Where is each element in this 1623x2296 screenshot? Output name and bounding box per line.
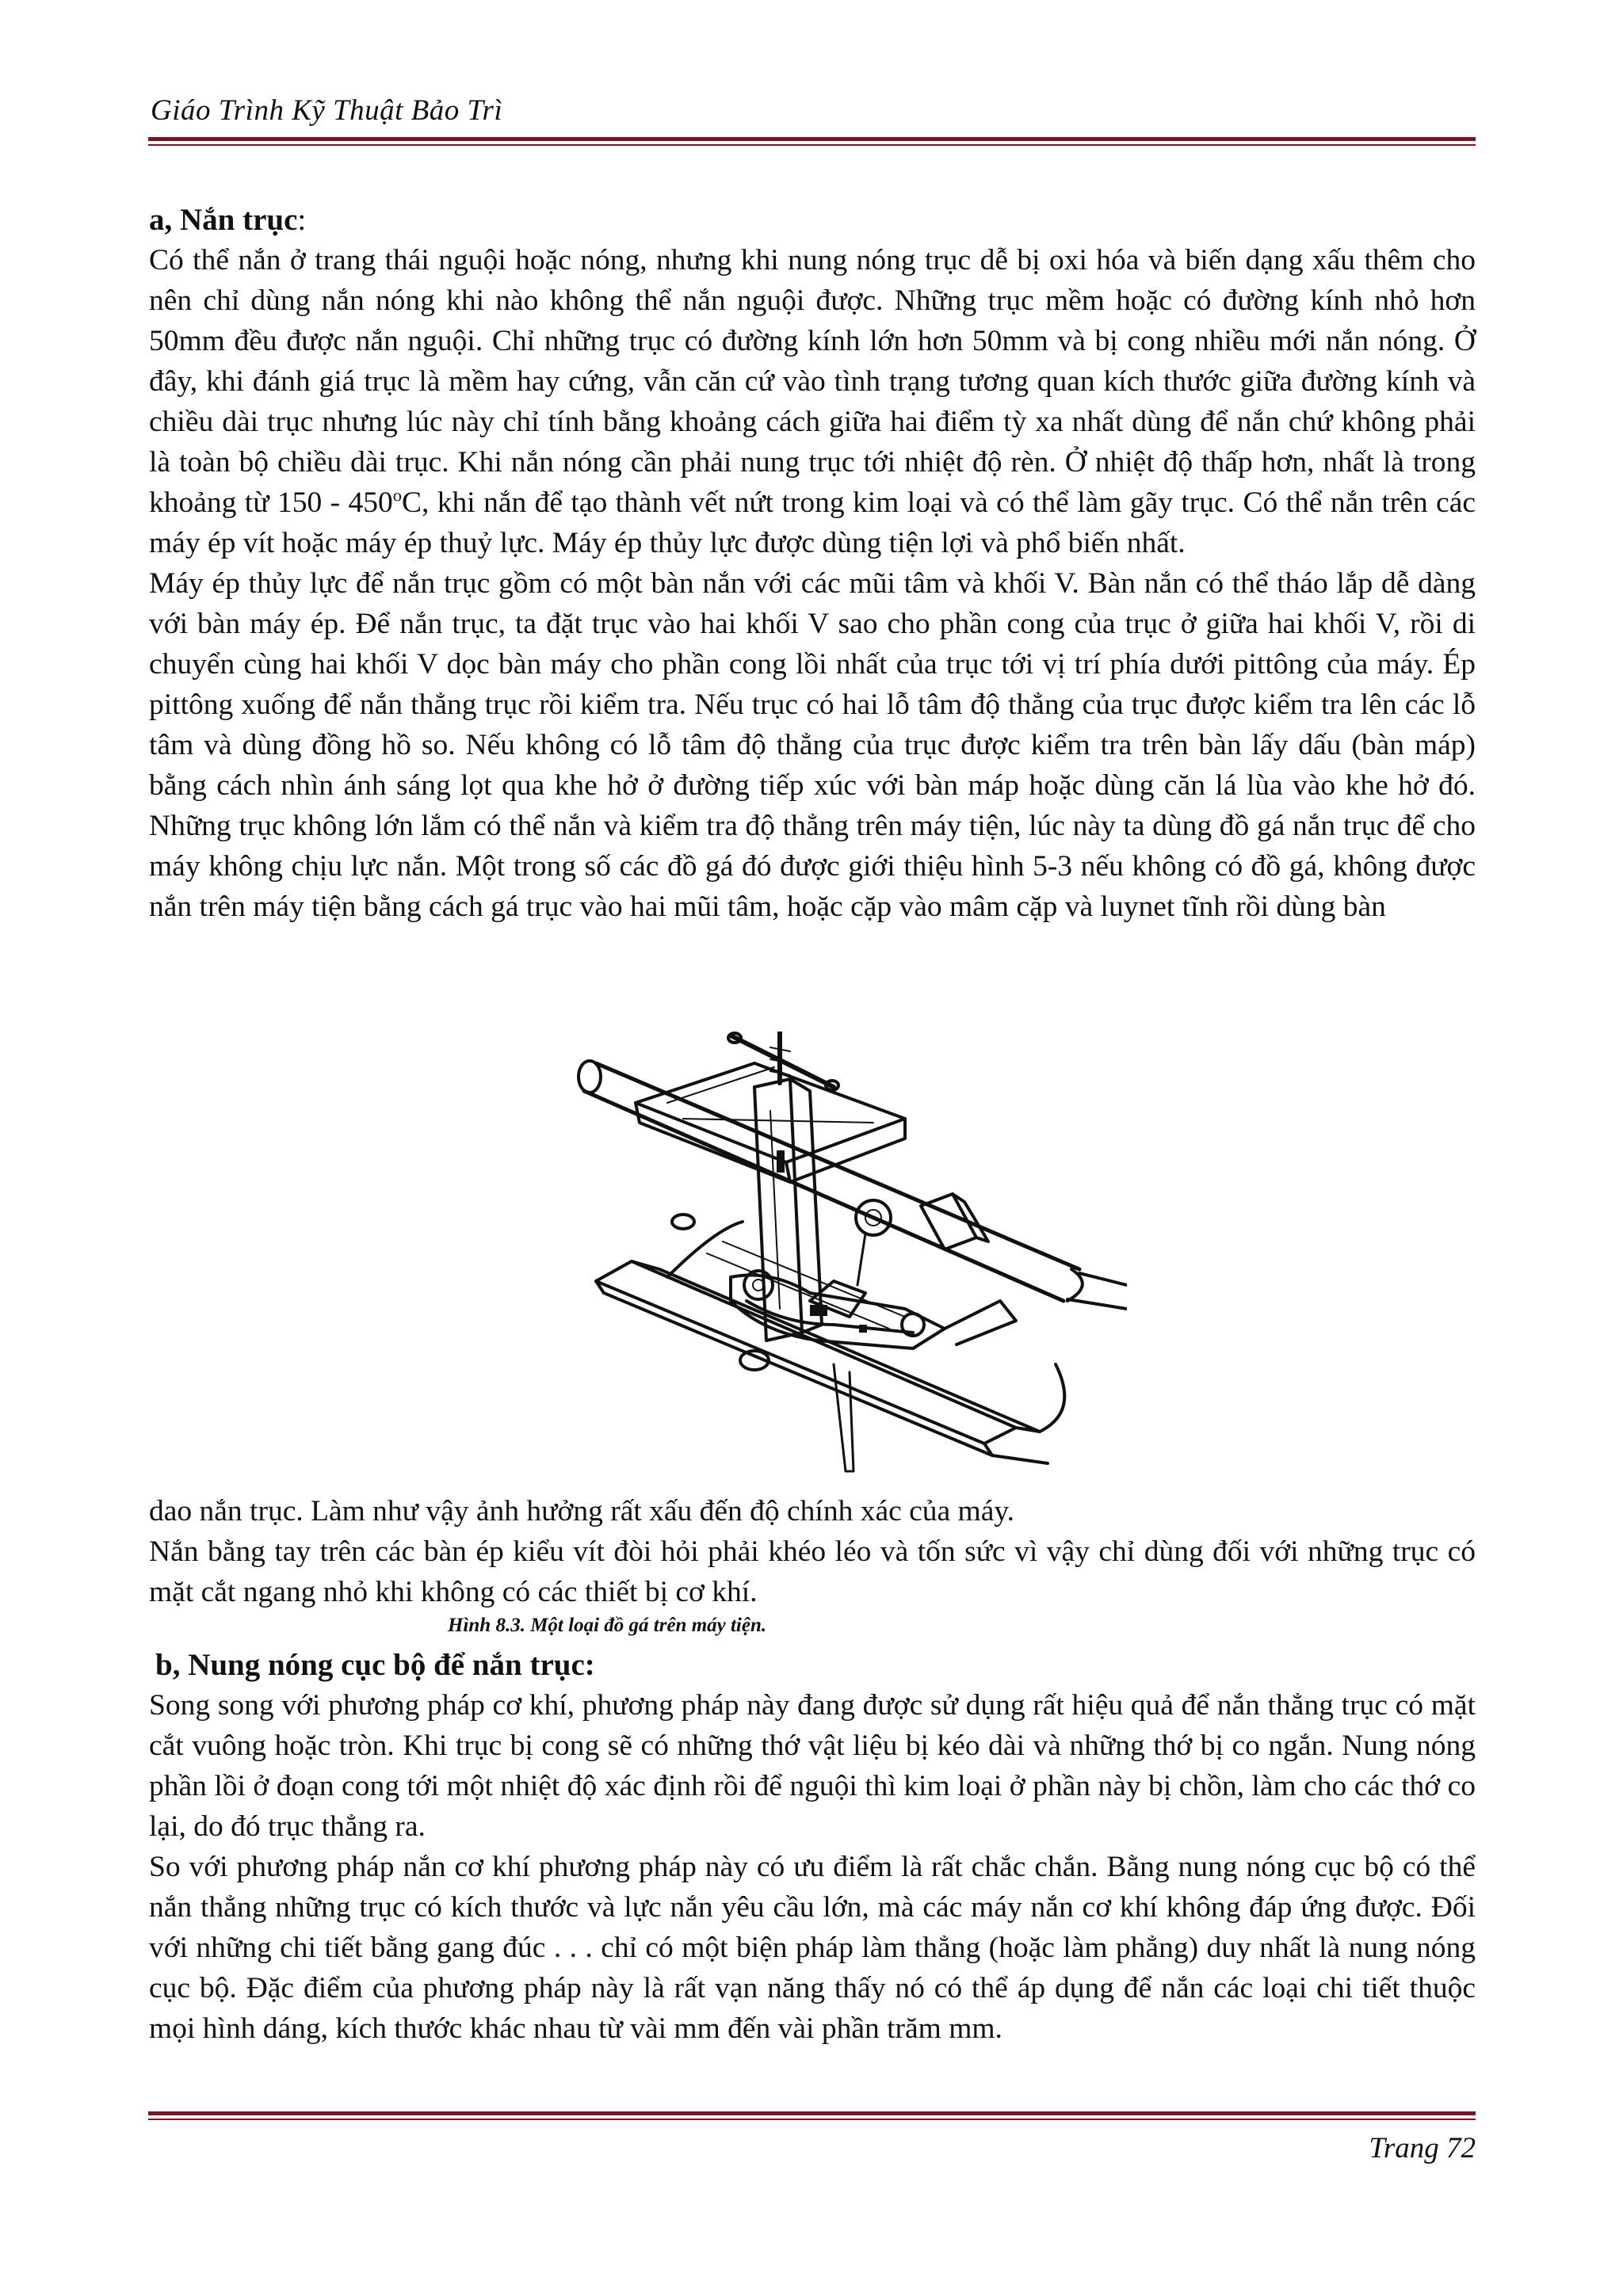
section-a-heading-text: a, Nắn trục <box>149 203 298 237</box>
section-b <box>149 1645 1476 2049</box>
header-rule <box>148 137 1476 146</box>
section-a-heading <box>149 200 1476 240</box>
degree-superscript: o <box>392 485 402 505</box>
section-a-paragraph-2: Máy ép thủy lực để nắn trục gồm có một bàn nắn với các mũi tâm và khối V. Bàn nắn có thể tháo lắp dễ dàng với bàn máy ép. Để nắn trục, ta đặt trục vào hai khối V sao cho phần cong của trục ở giữa hai khối V, rồi di chuyển cùng hai khối V dọc bàn máy cho phần cong lồi nhất của trục tới vị trí phía dưới pittông của máy. Ép pittông xuống để nắn thẳng trục rồi kiểm tra. Nếu trục có hai lỗ tâm độ thẳng của trục được kiểm tra lên các lỗ tâm và dùng đồng hồ so. Nếu không có lỗ tâm độ thẳng của trục được kiểm tra trên bàn lấy dấu (bàn máp) bằng cách nhìn ánh sáng lọt qua khe hở ở đường tiếp xúc với bàn máp hoặc dùng căn lá lùa vào khe hở đó. Những trục không lớn lắm có thể nắn và kiểm tra độ thẳng trên máy tiện, lúc này ta dùng đồ gá nắn trục để cho máy không chịu lực nắn. Một trong số các đồ gá đó được giới thiệu hình 5-3 nếu không có đồ gá, không được nắn trên máy tiện bằng cách gá trục vào hai mũi tâm, hoặc cặp vào mâm cặp và luynet tĩnh rồi dùng bàn <box>149 567 1476 923</box>
lathe-fixture-illustration <box>572 1032 1127 1475</box>
footer-rule <box>148 2111 1476 2120</box>
after-figure-text <box>149 1491 1476 1612</box>
section-b-paragraph-2: So với phương pháp nắn cơ khí phương pháp này có ưu điểm là rất chắc chắn. Bằng nung nóng cục bộ có thể nắn thẳng những trục có kích thước và lực nắn yêu cầu lớn, mà các máy nắn cơ khí không đáp ứng được. Đối với những chi tiết bằng gang đúc . . . chỉ có một biện pháp làm thẳng (hoặc làm phẳng) duy nhất là nung nóng cục bộ. Đặc điểm của phương pháp này là rất vạn năng thấy nó có thể áp dụng để nắn các loại chi tiết thuộc mọi hình dáng, kích thước khác nhau từ vài mm đến vài phần trăm mm. <box>149 1851 1476 2045</box>
paragraph-text: Có thể nắn ở trang thái nguội hoặc nóng, nhưng khi nung nóng trục dễ bị oxi hóa và biến dạng xấu thêm cho nên chỉ dùng nắn nóng khi nào không thể nắn nguội được. Những trục mềm hoặc có đường kính nhỏ hơn 50mm đều được nắn nguội. Chỉ những trục có đường kính lớn hơn 50mm và bị cong nhiều mới nắn nóng. Ở đây, khi đánh giá trục là mềm hay cứng, vẫn căn cứ vào tình trạng tương quan kích thước giữa đường kính và chiều dài trục nhưng lúc này chỉ tính bằng khoảng cách giữa hai điểm tỳ xa nhất dùng để nắn chứ không phải là toàn bộ chiều dài trục. Khi nắn nóng cần phải nung trục tới nhiệt độ rèn. Ở nhiệt độ thấp hơn, nhất là trong khoảng từ 150 - 450 <box>149 244 1476 519</box>
section-a-heading-colon: : <box>297 203 307 237</box>
section-a <box>149 200 1476 927</box>
paragraph-text: C, khi nắn để tạo thành vết nứt trong kim loại và có thể làm gãy trục. Có thể nắn trên các máy ép vít hoặc máy ép thuỷ lực. Máy ép thủy lực được dùng tiện lợi và phổ biến nhất. <box>149 486 1476 559</box>
running-header: Giáo Trình Kỹ Thuật Bảo Trì <box>151 94 503 127</box>
figure-caption: Hình 8.3. Một loại đồ gá trên máy tiện. <box>448 1615 767 1636</box>
after-figure-paragraph-2: Nắn bằng tay trên các bàn ép kiểu vít đòi hỏi phải khéo léo và tốn sức vì vậy chỉ dùng đối với những trục có mặt cắt ngang nhỏ khi không có các thiết bị cơ khí. <box>149 1535 1476 1608</box>
section-b-heading: b, Nung nóng cục bộ để nắn trục: <box>155 1648 595 1682</box>
section-b-paragraph-1: Song song với phương pháp cơ khí, phương pháp này đang được sử dụng rất hiệu quả để nắn thẳng trục có mặt cắt vuông hoặc tròn. Khi trục bị cong sẽ có những thớ vật liệu bị kéo dài và những thớ bị co ngắn. Nung nóng phần lồi ở đoạn cong tới một nhiệt độ xác định rồi để nguội thì kim loại ở phần này bị chồn, làm cho các thớ co lại, do đó trục thẳng ra. <box>149 1689 1476 1843</box>
after-figure-paragraph-1: dao nắn trục. Làm như vậy ảnh hưởng rất xấu đến độ chính xác của máy. <box>149 1495 1015 1527</box>
section-a-paragraph-1 <box>149 240 1476 563</box>
page-number: Trang 72 <box>1369 2132 1476 2164</box>
